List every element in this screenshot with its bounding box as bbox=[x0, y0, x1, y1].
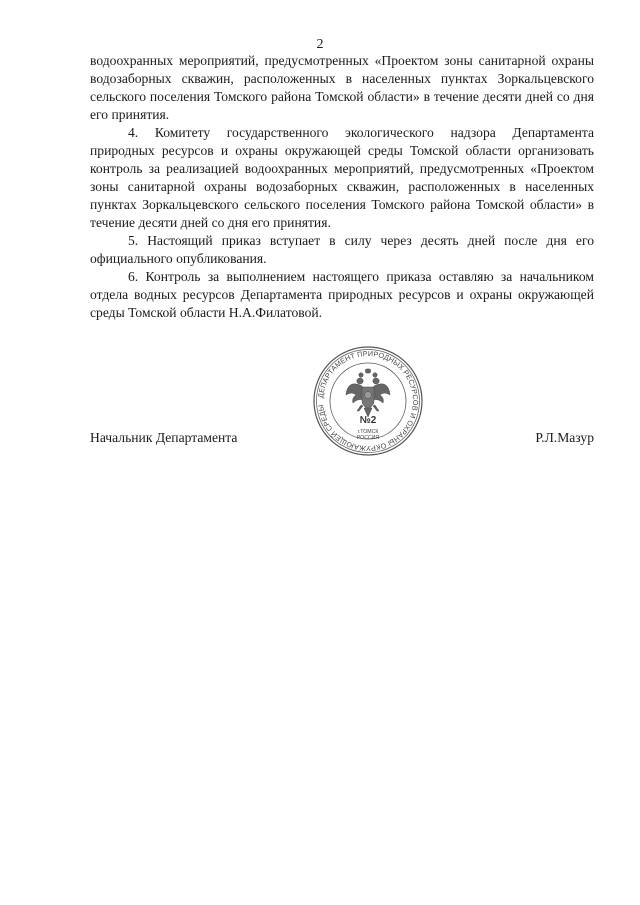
seal-ring-text: ДЕПАРТАМЕНТ ПРИРОДНЫХ РЕСУРСОВ И ОХРАНЫ ОКРУЖАЮЩЕЙ СРЕДЫ bbox=[316, 348, 421, 454]
seal-country: РОССИЯ bbox=[356, 435, 380, 441]
signatory-title: Начальник Департамента bbox=[90, 430, 238, 445]
signatory-name: Р.Л.Мазур bbox=[535, 430, 594, 445]
signature-block bbox=[90, 429, 594, 449]
paragraph-item-4: 4. Комитету государственного экологического надзора Департамента природных ресурсов и охраны окружающей среды Томской области организовать контроль за реализацией водоохранных мероприятий, предусмотренных «Проектом зоны санитарной охраны водозаборных скважин, расположенных в населенных пунктах Зоркальцевского сельского поселения Томского района Томской области» в течение десяти дней со дня его принятия. bbox=[90, 125, 594, 230]
seal-number: №2 bbox=[359, 415, 377, 426]
document-body bbox=[90, 52, 594, 322]
paragraph-continuation: водоохранных мероприятий, предусмотренных «Проектом зоны санитарной охраны водозаборных скважин, расположенных в населенных пунктах Зоркальцевского сельского поселения Томского района Томской области» в течение десяти дней со дня его принятия. bbox=[90, 53, 594, 122]
double-headed-eagle-icon bbox=[346, 369, 390, 417]
page-number: 2 bbox=[316, 37, 324, 52]
paragraph-item-5: 5. Настоящий приказ вступает в силу через десять дней после дня его официального опубликования. bbox=[90, 233, 594, 266]
seal-city: г.ТОМСК bbox=[357, 429, 379, 435]
paragraph-item-6: 6. Контроль за выполнением настоящего приказа оставляю за начальником отдела водных ресурсов Департамента природных ресурсов и охраны окружающей среды Томской области Н.А.Филатовой. bbox=[90, 269, 594, 320]
